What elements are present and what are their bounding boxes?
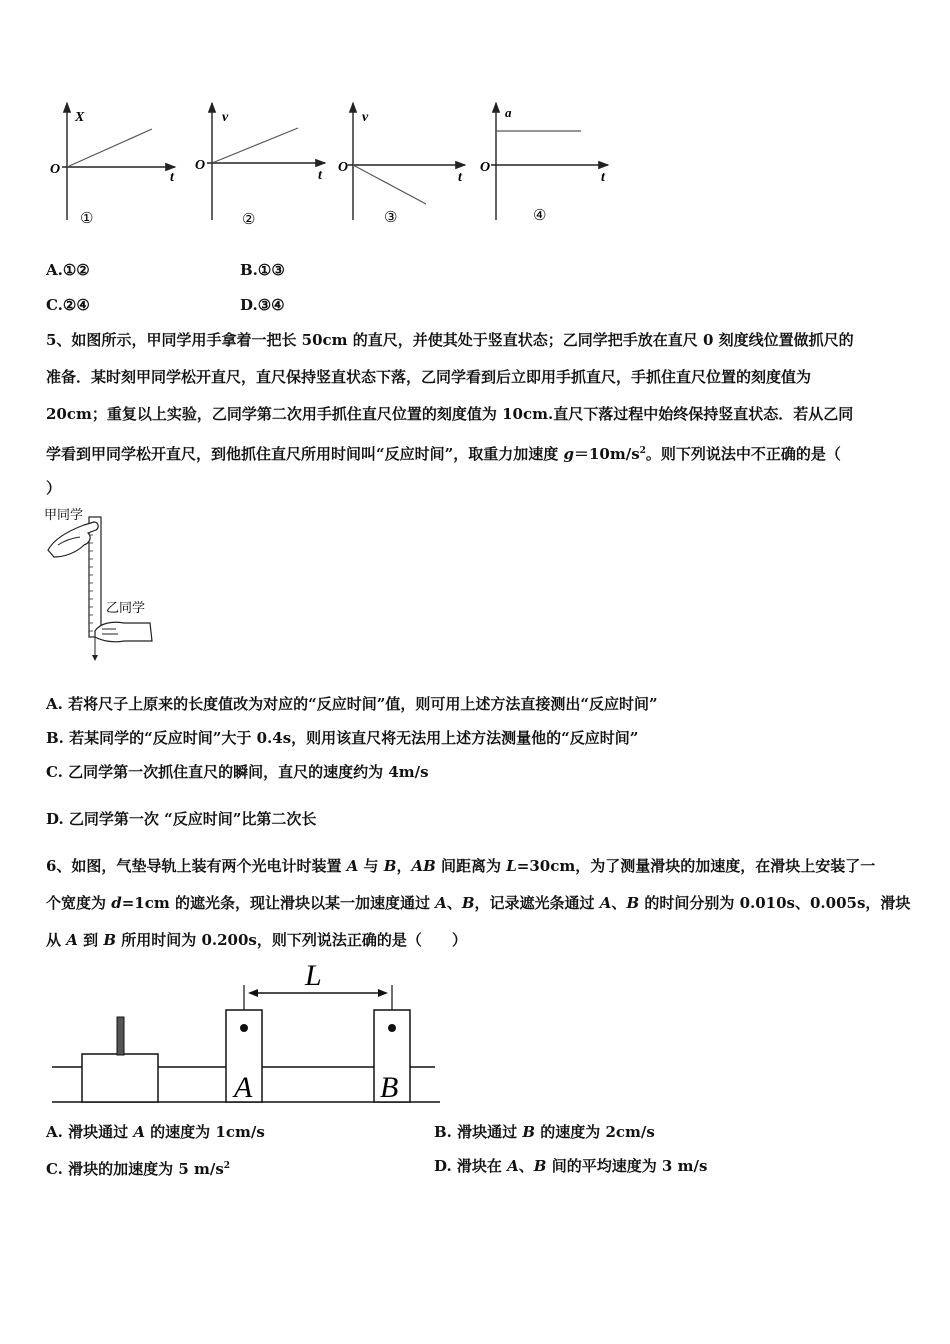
graph-3 — [338, 103, 465, 226]
motion-graphs — [40, 95, 630, 235]
q6-sym-b: B — [103, 931, 117, 949]
q6-sym-a: A — [507, 1157, 519, 1175]
q5-stem-line-2: 准备．某时刻甲同学松开直尺，直尺保持竖直状态下落，乙同学看到后立即用手抓直尺，手抓住直尺位置的刻度值为 — [46, 368, 812, 386]
q6-sym-l: L — [506, 857, 517, 875]
photogate-b-label: B — [380, 1071, 399, 1104]
q6-text: 6、如图，气垫导轨上装有两个光电计时装置 — [46, 857, 347, 875]
graph-2-origin: O — [195, 158, 206, 173]
q6-opt-text: 间的平均速度为 3 m/s — [546, 1157, 708, 1175]
q6-sym-a: A — [599, 894, 612, 912]
graph-4-t: t — [601, 170, 605, 185]
q6-option-b[interactable] — [434, 1122, 655, 1142]
q6-sup: 2 — [223, 1161, 231, 1171]
graph-3-axis-label: v — [362, 110, 369, 125]
q6-opt-text: 、 — [518, 1157, 534, 1175]
q6-opt-text: A. 滑块通过 — [46, 1123, 134, 1141]
q6-text: =1cm 的遮光条，现让滑块以某一加速度通过 — [121, 894, 436, 912]
hand-yi — [95, 622, 152, 642]
q5-text-4c: 。则下列说法中不正确的是（ — [645, 445, 841, 463]
q6-text: 到 — [77, 931, 104, 949]
q5-option-d[interactable]: D. 乙同学第一次 “反应时间”比第二次长 — [46, 810, 317, 828]
q6-text: 个宽度为 — [46, 894, 112, 912]
photogate-a-label: A — [234, 1071, 253, 1104]
graph-1 — [50, 103, 175, 227]
q6-stem-line-3 — [46, 930, 467, 950]
shading-strip — [117, 1017, 124, 1055]
q6-sym-d: d — [111, 894, 122, 912]
q6-sym-b: B — [383, 857, 397, 875]
q5-sup: 2 — [639, 446, 646, 456]
graph-1-axis-label: X — [75, 110, 85, 125]
graph-4-number: ④ — [533, 208, 547, 224]
q6-opt-text: D. 滑块在 — [434, 1157, 508, 1175]
q5-text-4a: 学看到甲同学松开直尺，到他抓住直尺所用时间叫“反应时间”，取重力加速度 — [46, 445, 564, 463]
q6-text: 、 — [446, 894, 462, 912]
q6-text: 的时间分别为 0.010s、0.005s，滑块 — [639, 894, 911, 912]
q6-text: 从 — [46, 931, 67, 949]
air-track-figure — [40, 955, 460, 1110]
graph-3-t: t — [458, 170, 462, 185]
q6-sym-a: A — [346, 857, 359, 875]
q6-option-d[interactable] — [434, 1156, 707, 1176]
graph-4 — [480, 103, 608, 224]
distance-l-label: L — [305, 959, 322, 992]
q6-opt-text: 的速度为 2cm/s — [535, 1123, 655, 1141]
graph-2-axis-label: v — [222, 110, 229, 125]
q6-opt-text: 的速度为 1cm/s — [144, 1123, 265, 1141]
q6-stem-line-1 — [46, 856, 875, 876]
q5-option-b[interactable]: B. 若某同学的“反应时间”大于 0.4s，则用该直尺将无法用上述方法测量他的“反应时间” — [46, 729, 639, 747]
q6-text: 与 — [358, 857, 384, 875]
label-jia-tongxue: 甲同学 — [44, 507, 84, 522]
q6-text: 、 — [611, 894, 627, 912]
q6-text: =30cm，为了测量滑块的加速度，在滑块上安装了一 — [516, 857, 876, 875]
q6-sym-a: A — [66, 931, 78, 949]
q5-stem-line-5: ） — [46, 479, 62, 497]
q6-sym-ab: AB — [411, 857, 436, 875]
q6-text: 间距离为 — [435, 857, 507, 875]
q6-sym-b: B — [461, 894, 475, 912]
q6-opt-text: B. 滑块通过 — [434, 1123, 523, 1141]
q6-sym-b: B — [522, 1123, 536, 1141]
graph-2-number: ② — [242, 212, 256, 228]
q6-opt-text: C. 滑块的加速度为 5 m/s — [46, 1160, 224, 1178]
graph-1-number: ① — [80, 211, 94, 227]
q6-sym-a: A — [133, 1123, 145, 1141]
q6-sym-b: B — [533, 1157, 547, 1175]
q5-text-4b: ＝10m/s — [573, 445, 640, 463]
graph-1-t: t — [170, 170, 174, 185]
q5-stem-line-3: 20cm；重复以上实验，乙同学第二次用手抓住直尺位置的刻度值为 10cm.直尺下落过程中始终保持竖直状态．若从乙同 — [46, 405, 854, 423]
q5-stem-line-4 — [46, 441, 841, 464]
graph-1-origin: O — [50, 162, 61, 177]
q6-option-c[interactable] — [46, 1156, 230, 1179]
graph-2-t: t — [318, 168, 322, 183]
q5-stem-line-1: 5、如图所示，甲同学用手拿着一把长 50cm 的直尺，并使其处于竖直状态；乙同学把手放在直尺 0 刻度线位置做抓尺的 — [46, 331, 854, 349]
q6-option-a[interactable] — [46, 1122, 265, 1142]
q6-stem-line-2 — [46, 893, 910, 913]
graph-2 — [195, 103, 325, 228]
q6-text: ， — [396, 857, 412, 875]
graph-4-axis-label: a — [505, 105, 512, 120]
graph-3-origin: O — [338, 160, 349, 175]
q6-sym-b: B — [626, 894, 640, 912]
q4-option-d[interactable]: D.③④ — [240, 296, 285, 314]
q4-option-a[interactable]: A.①② — [46, 261, 90, 279]
q5-option-a[interactable]: A. 若将尺子上原来的长度值改为对应的“反应时间”值，则可用上述方法直接测出“反应时间” — [46, 695, 658, 713]
q4-option-c[interactable]: C.②④ — [46, 296, 90, 314]
q6-text: 所用时间为 0.200s，则下列说法正确的是（ ） — [116, 931, 467, 949]
ruler-figure — [40, 505, 170, 665]
slider-block — [82, 1054, 158, 1102]
q5-option-c[interactable]: C. 乙同学第一次抓住直尺的瞬间，直尺的速度约为 4m/s — [46, 763, 429, 781]
graph-3-number: ③ — [384, 210, 398, 226]
graph-4-origin: O — [480, 160, 491, 175]
q6-text: ，记录遮光条通过 — [474, 894, 600, 912]
q5-g-symbol: g — [563, 445, 574, 463]
q4-option-b[interactable]: B.①③ — [240, 261, 285, 279]
q6-sym-a: A — [435, 894, 447, 912]
label-yi-tongxue: 乙同学 — [106, 600, 146, 615]
